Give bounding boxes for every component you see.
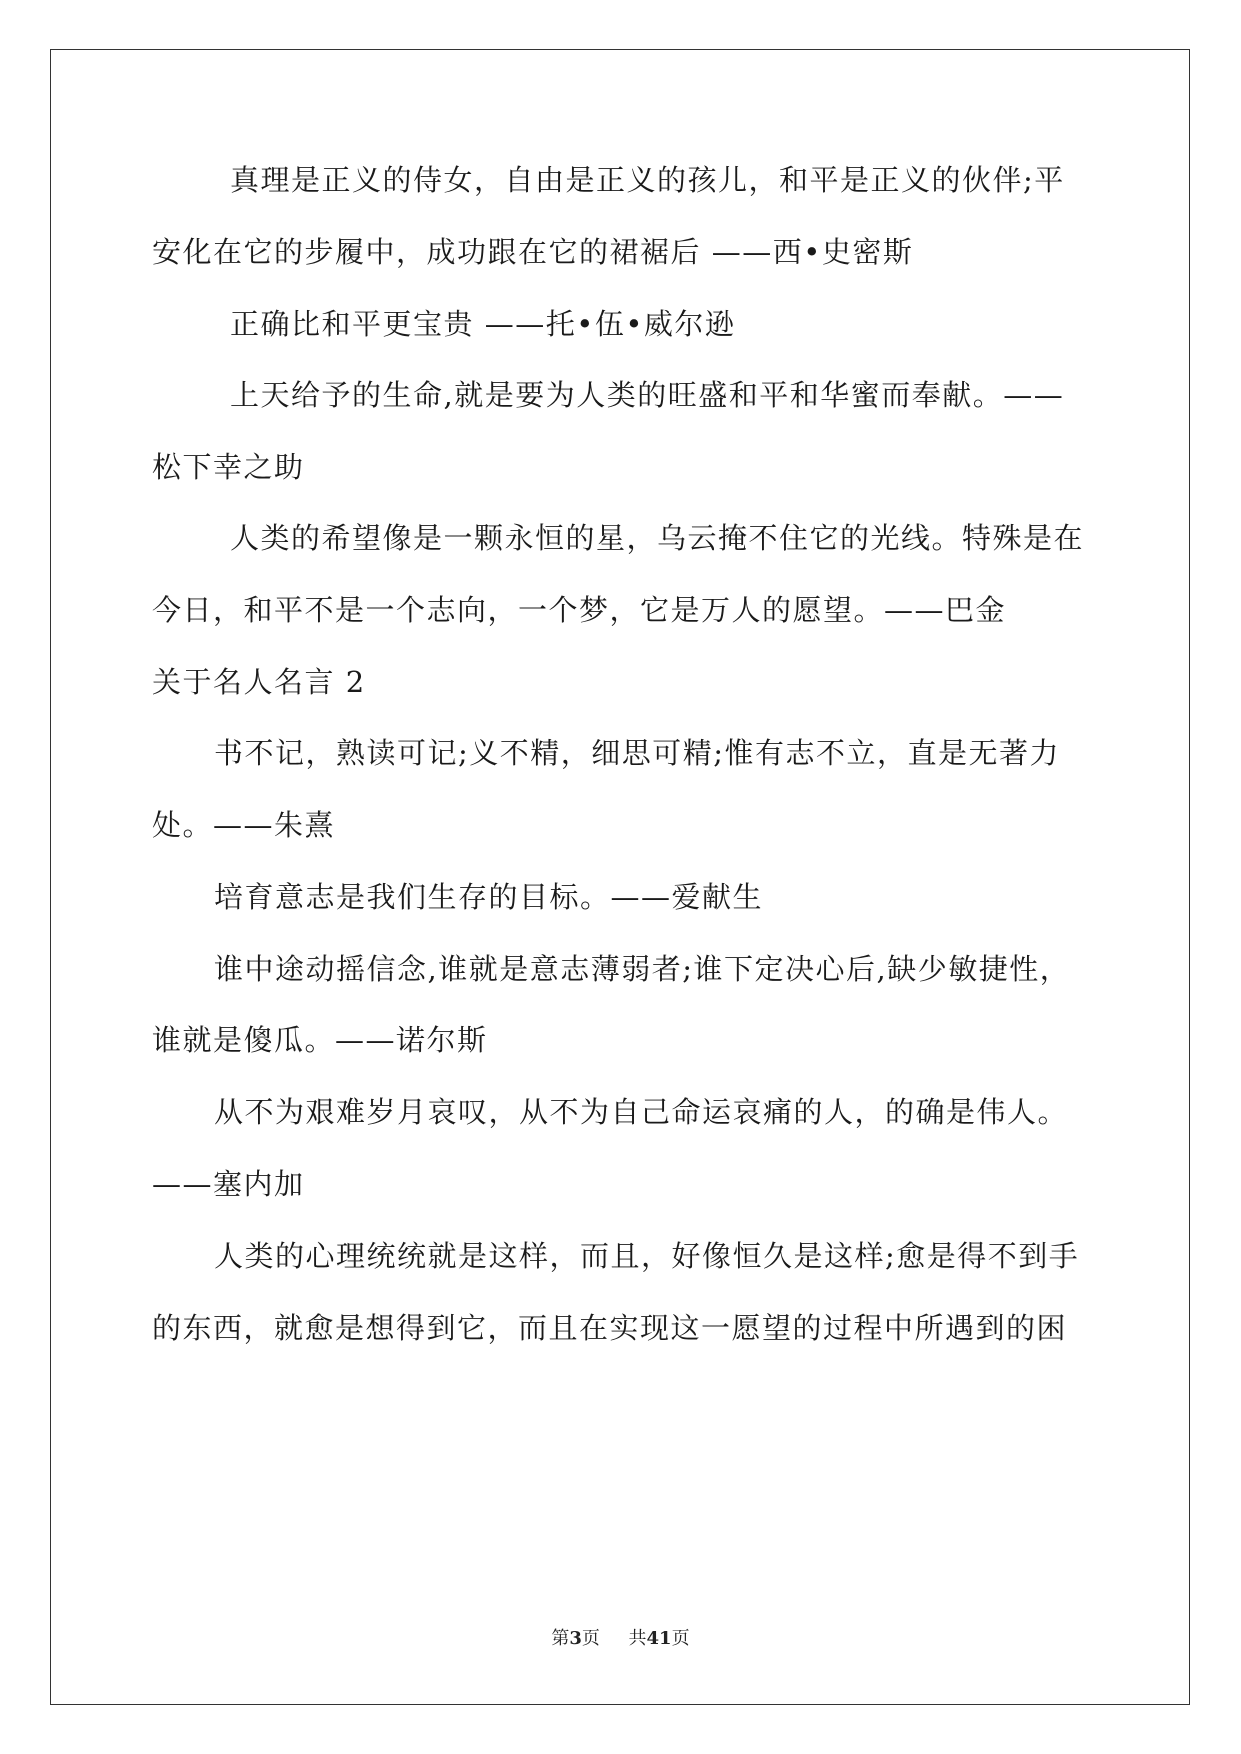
current-page-number: 3	[569, 1628, 582, 1649]
paragraph-4-line-1: 人类的希望像是一颗永恒的星，乌云掩不住它的光线。特殊是在	[230, 521, 1085, 555]
paragraph-3-line-2: 松下幸之助	[152, 450, 305, 484]
paragraph-1-line-1: 真理是正义的侍女，自由是正义的孩儿，和平是正义的伙伴;平	[230, 163, 1065, 197]
page-footer	[0, 1627, 1241, 1651]
paragraph-2-line-1: 正确比和平更宝贵 ——托•伍•威尔逊	[230, 307, 736, 341]
page-suffix: 页	[581, 1628, 600, 1649]
section-heading: 关于名人名言 2	[152, 665, 366, 699]
total-prefix: 共	[628, 1628, 647, 1649]
paragraph-3-line-1: 上天给予的生命,就是要为人类的旺盛和平和华蜜而奉献。——	[230, 378, 1065, 412]
paragraph-1-line-2: 安化在它的步履中，成功跟在它的裙裾后 ——西•史密斯	[152, 235, 914, 269]
page-prefix: 第	[551, 1628, 570, 1649]
paragraph-6-line-2: 处。——朱熹	[152, 808, 336, 842]
paragraph-7-line-1: 培育意志是我们生存的目标。——爱献生	[214, 880, 764, 914]
paragraph-4-line-2: 今日，和平不是一个志向，一个梦，它是万人的愿望。——巴金	[152, 593, 1007, 627]
paragraph-9-line-2: ——塞内加	[152, 1167, 305, 1201]
paragraph-10-line-2: 的东西，就愈是想得到它，而且在实现这一愿望的过程中所遇到的困	[152, 1311, 1068, 1345]
paragraph-8-line-2: 谁就是傻瓜。——诺尔斯	[152, 1023, 488, 1057]
paragraph-6-line-1: 书不记，熟读可记;义不精，细思可精;惟有志不立，直是无著力	[214, 736, 1061, 770]
total-pages-number: 41	[646, 1628, 672, 1649]
total-suffix: 页	[671, 1628, 690, 1649]
paragraph-9-line-1: 从不为艰难岁月哀叹，从不为自己命运哀痛的人，的确是伟人。	[214, 1095, 1069, 1129]
paragraph-10-line-1: 人类的心理统统就是这样，而且，好像恒久是这样;愈是得不到手	[214, 1239, 1080, 1273]
paragraph-8-line-1: 谁中途动摇信念,谁就是意志薄弱者;谁下定决心后,缺少敏捷性，	[214, 952, 1071, 986]
